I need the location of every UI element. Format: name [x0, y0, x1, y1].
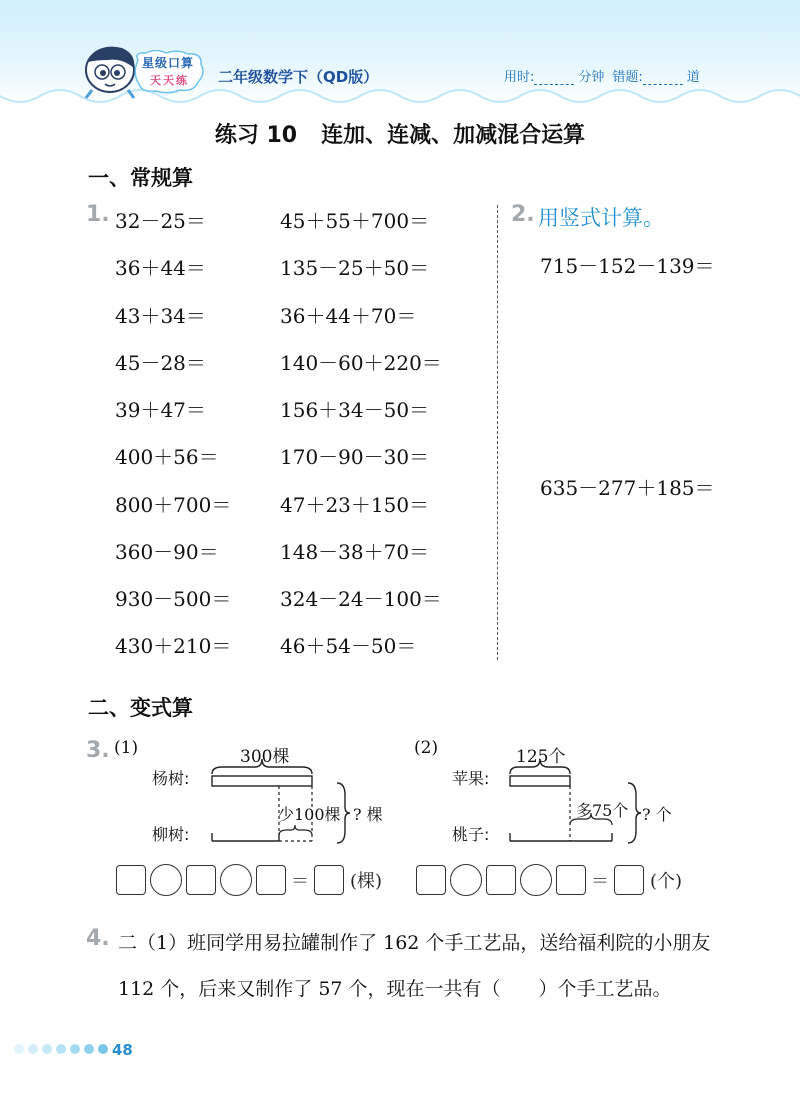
- footer-dot: [70, 1044, 80, 1054]
- q2-number: 2.: [511, 202, 535, 227]
- q1-right-item: 36＋44＋70＝: [280, 304, 417, 328]
- q1-left-item: 800＋700＝: [115, 493, 232, 517]
- logo-title: 星级口算: [142, 56, 195, 70]
- part1-label: (1): [114, 738, 139, 758]
- column-divider: [497, 205, 498, 660]
- part2-question: ? 个: [642, 805, 672, 824]
- q1-left-item: 32－25＝: [115, 209, 206, 233]
- q1-right-item: 324－24－100＝: [280, 587, 442, 611]
- q1-left-item: 360－90＝: [115, 540, 219, 564]
- exercise-number: 练习 10: [214, 123, 298, 148]
- part2-top-total: 125个: [516, 747, 566, 767]
- answer-box[interactable]: [116, 865, 146, 895]
- footer-dot: [98, 1044, 108, 1054]
- q1-left-item: 400＋56＝: [115, 445, 219, 469]
- part2-label: (2): [414, 738, 439, 758]
- q1-right-item: 45＋55＋700＝: [280, 209, 430, 233]
- time-blank: [534, 70, 574, 85]
- time-label: 用时:: [504, 70, 535, 85]
- answer-box[interactable]: [416, 865, 446, 895]
- answer-box[interactable]: [556, 865, 586, 895]
- part2-answer-row: [416, 864, 682, 896]
- book-title: 二年级数学下（QD版）: [218, 68, 379, 86]
- q1-left-item: 39＋47＝: [115, 398, 206, 422]
- answer-box[interactable]: [186, 865, 216, 895]
- footer-decoration: [14, 1044, 108, 1054]
- q1-right-item: 156＋34－50＝: [280, 398, 430, 422]
- section2-heading: 二、变式算: [88, 696, 193, 720]
- q4-text: 二（1）班同学用易拉罐制作了 162 个手工艺品，送给福利院的小朋友 112 个，后来又制作了 57 个，现在一共有（ ）个手工艺品。: [118, 932, 711, 1000]
- logo-subtitle: 天天练: [150, 74, 189, 87]
- result-box[interactable]: [614, 865, 644, 895]
- part2-row2-label: 桃子:: [452, 825, 490, 844]
- q1-right-item: 47＋23＋150＝: [280, 493, 430, 517]
- footer-dot: [84, 1044, 94, 1054]
- operator-circle[interactable]: [520, 864, 552, 896]
- q1-right-item: 140－60＋220＝: [280, 351, 442, 375]
- q1-right-item: 135－25＋50＝: [280, 256, 430, 280]
- question-unit: 道: [686, 70, 700, 85]
- page-title: [0, 118, 800, 149]
- q1-left-item: 45－28＝: [115, 351, 206, 375]
- equals-sign: ＝: [591, 871, 609, 892]
- result-box[interactable]: [314, 865, 344, 895]
- exercise-topic: 连加、连减、加减混合运算: [321, 123, 586, 148]
- operator-circle[interactable]: [220, 864, 252, 896]
- part2-difference: 多75个: [576, 801, 629, 820]
- operator-circle[interactable]: [150, 864, 182, 896]
- q2-equation-1: 715－152－139＝: [540, 254, 715, 278]
- q1-left-item: 36＋44＝: [115, 256, 206, 280]
- minute-label: 分钟: [578, 70, 605, 85]
- answer-box[interactable]: [486, 865, 516, 895]
- page-number: 48: [112, 1041, 133, 1059]
- errors-label: 错题:: [612, 70, 643, 85]
- footer-dot: [28, 1044, 38, 1054]
- footer-dot: [56, 1044, 66, 1054]
- part1-unit: (棵): [350, 871, 383, 892]
- equals-sign: ＝: [291, 871, 309, 892]
- q1-left-item: 930－500＝: [115, 587, 232, 611]
- q1-right-item: 46＋54－50＝: [280, 634, 417, 658]
- errors-blank: [643, 70, 683, 85]
- part1-answer-row: [116, 864, 382, 896]
- section1-heading: 一、常规算: [88, 166, 193, 190]
- header-meta: [504, 66, 700, 85]
- q2-instruction: 用竖式计算。: [538, 206, 664, 230]
- part1-row2-label: 柳树:: [152, 825, 190, 844]
- q4-number: 4.: [86, 926, 110, 951]
- q1-left-item: 43＋34＝: [115, 304, 206, 328]
- q1-right-item: 170－90－30＝: [280, 445, 430, 469]
- part1-top-total: 300棵: [240, 747, 290, 767]
- footer-dot: [14, 1044, 24, 1054]
- q3-number: 3.: [86, 738, 110, 763]
- part2-row1-label: 苹果:: [452, 769, 490, 788]
- q2-equation-2: 635－277＋185＝: [540, 476, 715, 500]
- part1-question: ? 棵: [353, 805, 383, 824]
- part1-difference: 少100棵: [278, 805, 341, 824]
- operator-circle[interactable]: [450, 864, 482, 896]
- footer-dot: [42, 1044, 52, 1054]
- part2-unit: (个): [650, 871, 683, 892]
- q1-number: 1.: [86, 202, 110, 227]
- answer-box[interactable]: [256, 865, 286, 895]
- part1-row1-label: 杨树:: [152, 769, 190, 788]
- q1-left-item: 430＋210＝: [115, 634, 232, 658]
- q1-right-item: 148－38＋70＝: [280, 540, 430, 564]
